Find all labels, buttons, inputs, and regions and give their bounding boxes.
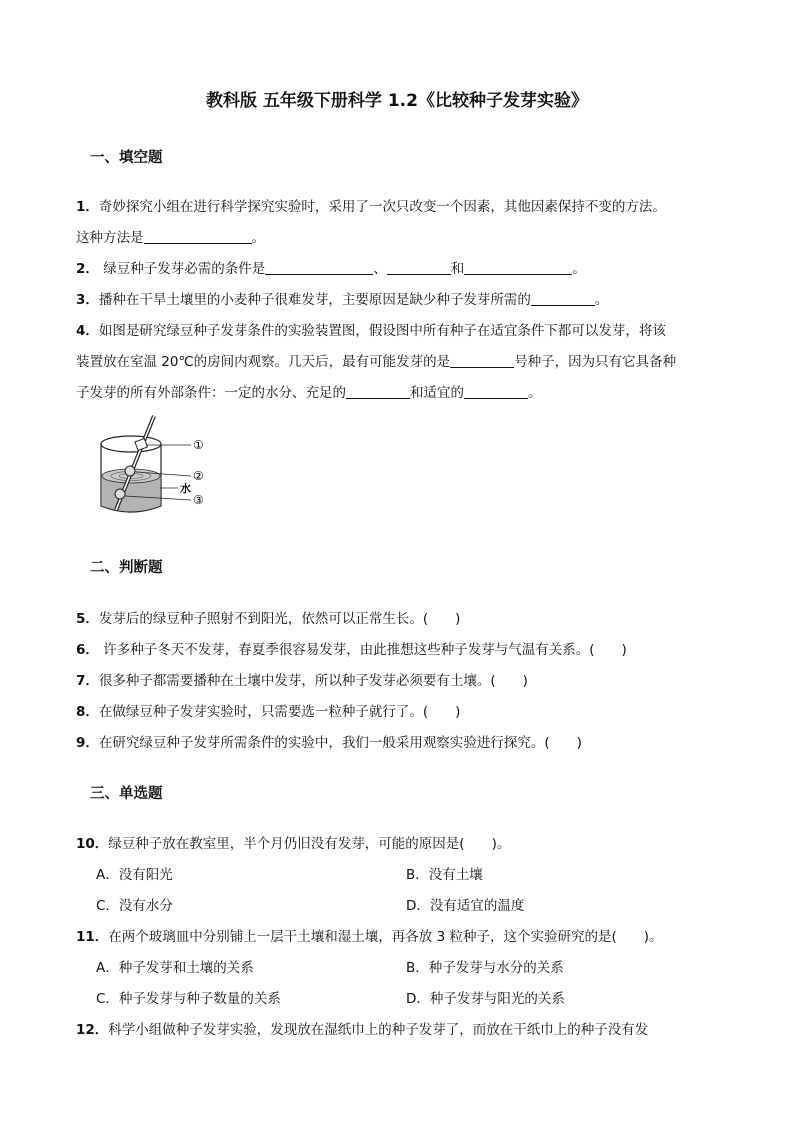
- label-1: ①: [193, 438, 204, 452]
- question-6: [76, 638, 627, 658]
- option-b[interactable]: B．没有土壤: [406, 867, 483, 883]
- label-water: 水: [180, 482, 191, 495]
- beaker-experiment-figure: [96, 414, 226, 524]
- answer-blank[interactable]: [450, 353, 514, 368]
- answer-blank[interactable]: [346, 384, 410, 399]
- question-text: 如图是研究绿豆种子发芽条件的实验装置图，假设图中所有种子在适宜条件下都可以发芽，将该: [98, 323, 666, 339]
- question-9: [76, 731, 582, 751]
- label-3: ③: [193, 493, 204, 507]
- question-text: 。: [528, 385, 542, 401]
- question-text: 和适宜的: [410, 385, 464, 401]
- option-d[interactable]: D．没有适宜的温度: [406, 898, 525, 914]
- section-heading-fill-blank: 一、填空题: [90, 150, 163, 166]
- question-text: 在两个玻璃皿中分别铺上一层干土壤和湿土壤，再各放 3 粒种子，这个实验研究的是( )。: [108, 929, 663, 945]
- question-text: 这种方法是: [76, 230, 144, 246]
- question-number: 9．: [76, 735, 99, 751]
- question-text: 子发芽的所有外部条件：一定的水分、充足的: [76, 385, 346, 401]
- question-2: [76, 257, 586, 277]
- question-text: 。: [251, 230, 265, 246]
- question-text: 发芽后的绿豆种子照射不到阳光，依然可以正常生长。( ): [98, 611, 461, 627]
- question-text: 绿豆种子放在教室里，半个月仍旧没有发芽，可能的原因是( )。: [108, 836, 511, 852]
- question-number: 1．: [76, 199, 99, 215]
- question-text: 播种在干旱土壤里的小麦种子很难发芽，主要原因是缺少种子发芽所需的: [98, 292, 531, 308]
- question-number: 12．: [76, 1022, 109, 1038]
- question-number: 5．: [76, 611, 99, 627]
- question-text: 在做绿豆种子发芽实验时，只需要选一粒种子就行了。( ): [98, 704, 461, 720]
- answer-blank[interactable]: [265, 260, 373, 275]
- question-1-line-1: [76, 195, 666, 215]
- question-11: [76, 925, 663, 945]
- label-2: ②: [193, 469, 204, 483]
- question-text: 装置放在室温 20℃的房间内观察。几天后，最有可能发芽的是: [76, 354, 451, 370]
- answer-blank[interactable]: [387, 260, 451, 275]
- option-b[interactable]: B．种子发芽与水分的关系: [406, 960, 564, 976]
- question-text: 科学小组做种子发芽实验，发现放在湿纸巾上的种子发芽了，而放在干纸巾上的种子没有发: [108, 1022, 649, 1038]
- option-a[interactable]: A．种子发芽和土壤的关系: [96, 960, 254, 976]
- question-8: [76, 700, 460, 720]
- question-number: 11．: [76, 929, 109, 945]
- answer-blank[interactable]: [531, 291, 595, 306]
- answer-blank[interactable]: [464, 384, 528, 399]
- separator: 。: [572, 261, 586, 277]
- section-heading-true-false: 二、判断题: [90, 560, 163, 576]
- question-number: 6．: [76, 642, 99, 658]
- question-number: 3．: [76, 292, 99, 308]
- question-7: [76, 669, 528, 689]
- option-a[interactable]: A．没有阳光: [96, 867, 173, 883]
- question-3: [76, 288, 608, 308]
- option-c[interactable]: C．没有水分: [96, 898, 173, 914]
- question-number: 2．: [76, 261, 99, 277]
- question-4-line-3: [76, 381, 542, 401]
- question-number: 4．: [76, 323, 99, 339]
- question-text: 绿豆种子发芽必需的条件是: [98, 261, 266, 277]
- question-number: 8．: [76, 704, 99, 720]
- option-d[interactable]: D．种子发芽与阳光的关系: [406, 991, 565, 1007]
- question-10: [76, 832, 510, 852]
- question-number: 10．: [76, 836, 109, 852]
- answer-blank[interactable]: [464, 260, 572, 275]
- separator: 和: [450, 261, 465, 277]
- option-c[interactable]: C．种子发芽与种子数量的关系: [96, 991, 281, 1007]
- answer-blank[interactable]: [144, 229, 252, 244]
- question-number: 7．: [76, 673, 99, 689]
- question-1-line-2: [76, 226, 265, 246]
- question-5: [76, 607, 460, 627]
- question-text: 在研究绿豆种子发芽所需条件的实验中，我们一般采用观察实验进行探究。( ): [98, 735, 582, 751]
- section-heading-single-choice: 三、单选题: [90, 786, 163, 802]
- question-text: 奇妙探究小组在进行科学探究实验时，采用了一次只改变一个因素，其他因素保持不变的方法。: [98, 199, 666, 215]
- question-4-line-1: [76, 319, 666, 339]
- page-title: 教科版 五年级下册科学 1.2《比较种子发芽实验》: [206, 91, 588, 111]
- question-12: [76, 1018, 648, 1038]
- separator: 、: [373, 261, 387, 277]
- question-text: 很多种子都需要播种在土壤中发芽，所以种子发芽必须要有土壤。( ): [98, 673, 528, 689]
- question-text: 许多种子冬天不发芽，春夏季很容易发芽，由此推想这些种子发芽与气温有关系。( ): [98, 642, 627, 658]
- question-text: 号种子，因为只有它具备种: [514, 354, 677, 370]
- question-4-line-2: [76, 350, 676, 370]
- separator: 。: [594, 292, 609, 308]
